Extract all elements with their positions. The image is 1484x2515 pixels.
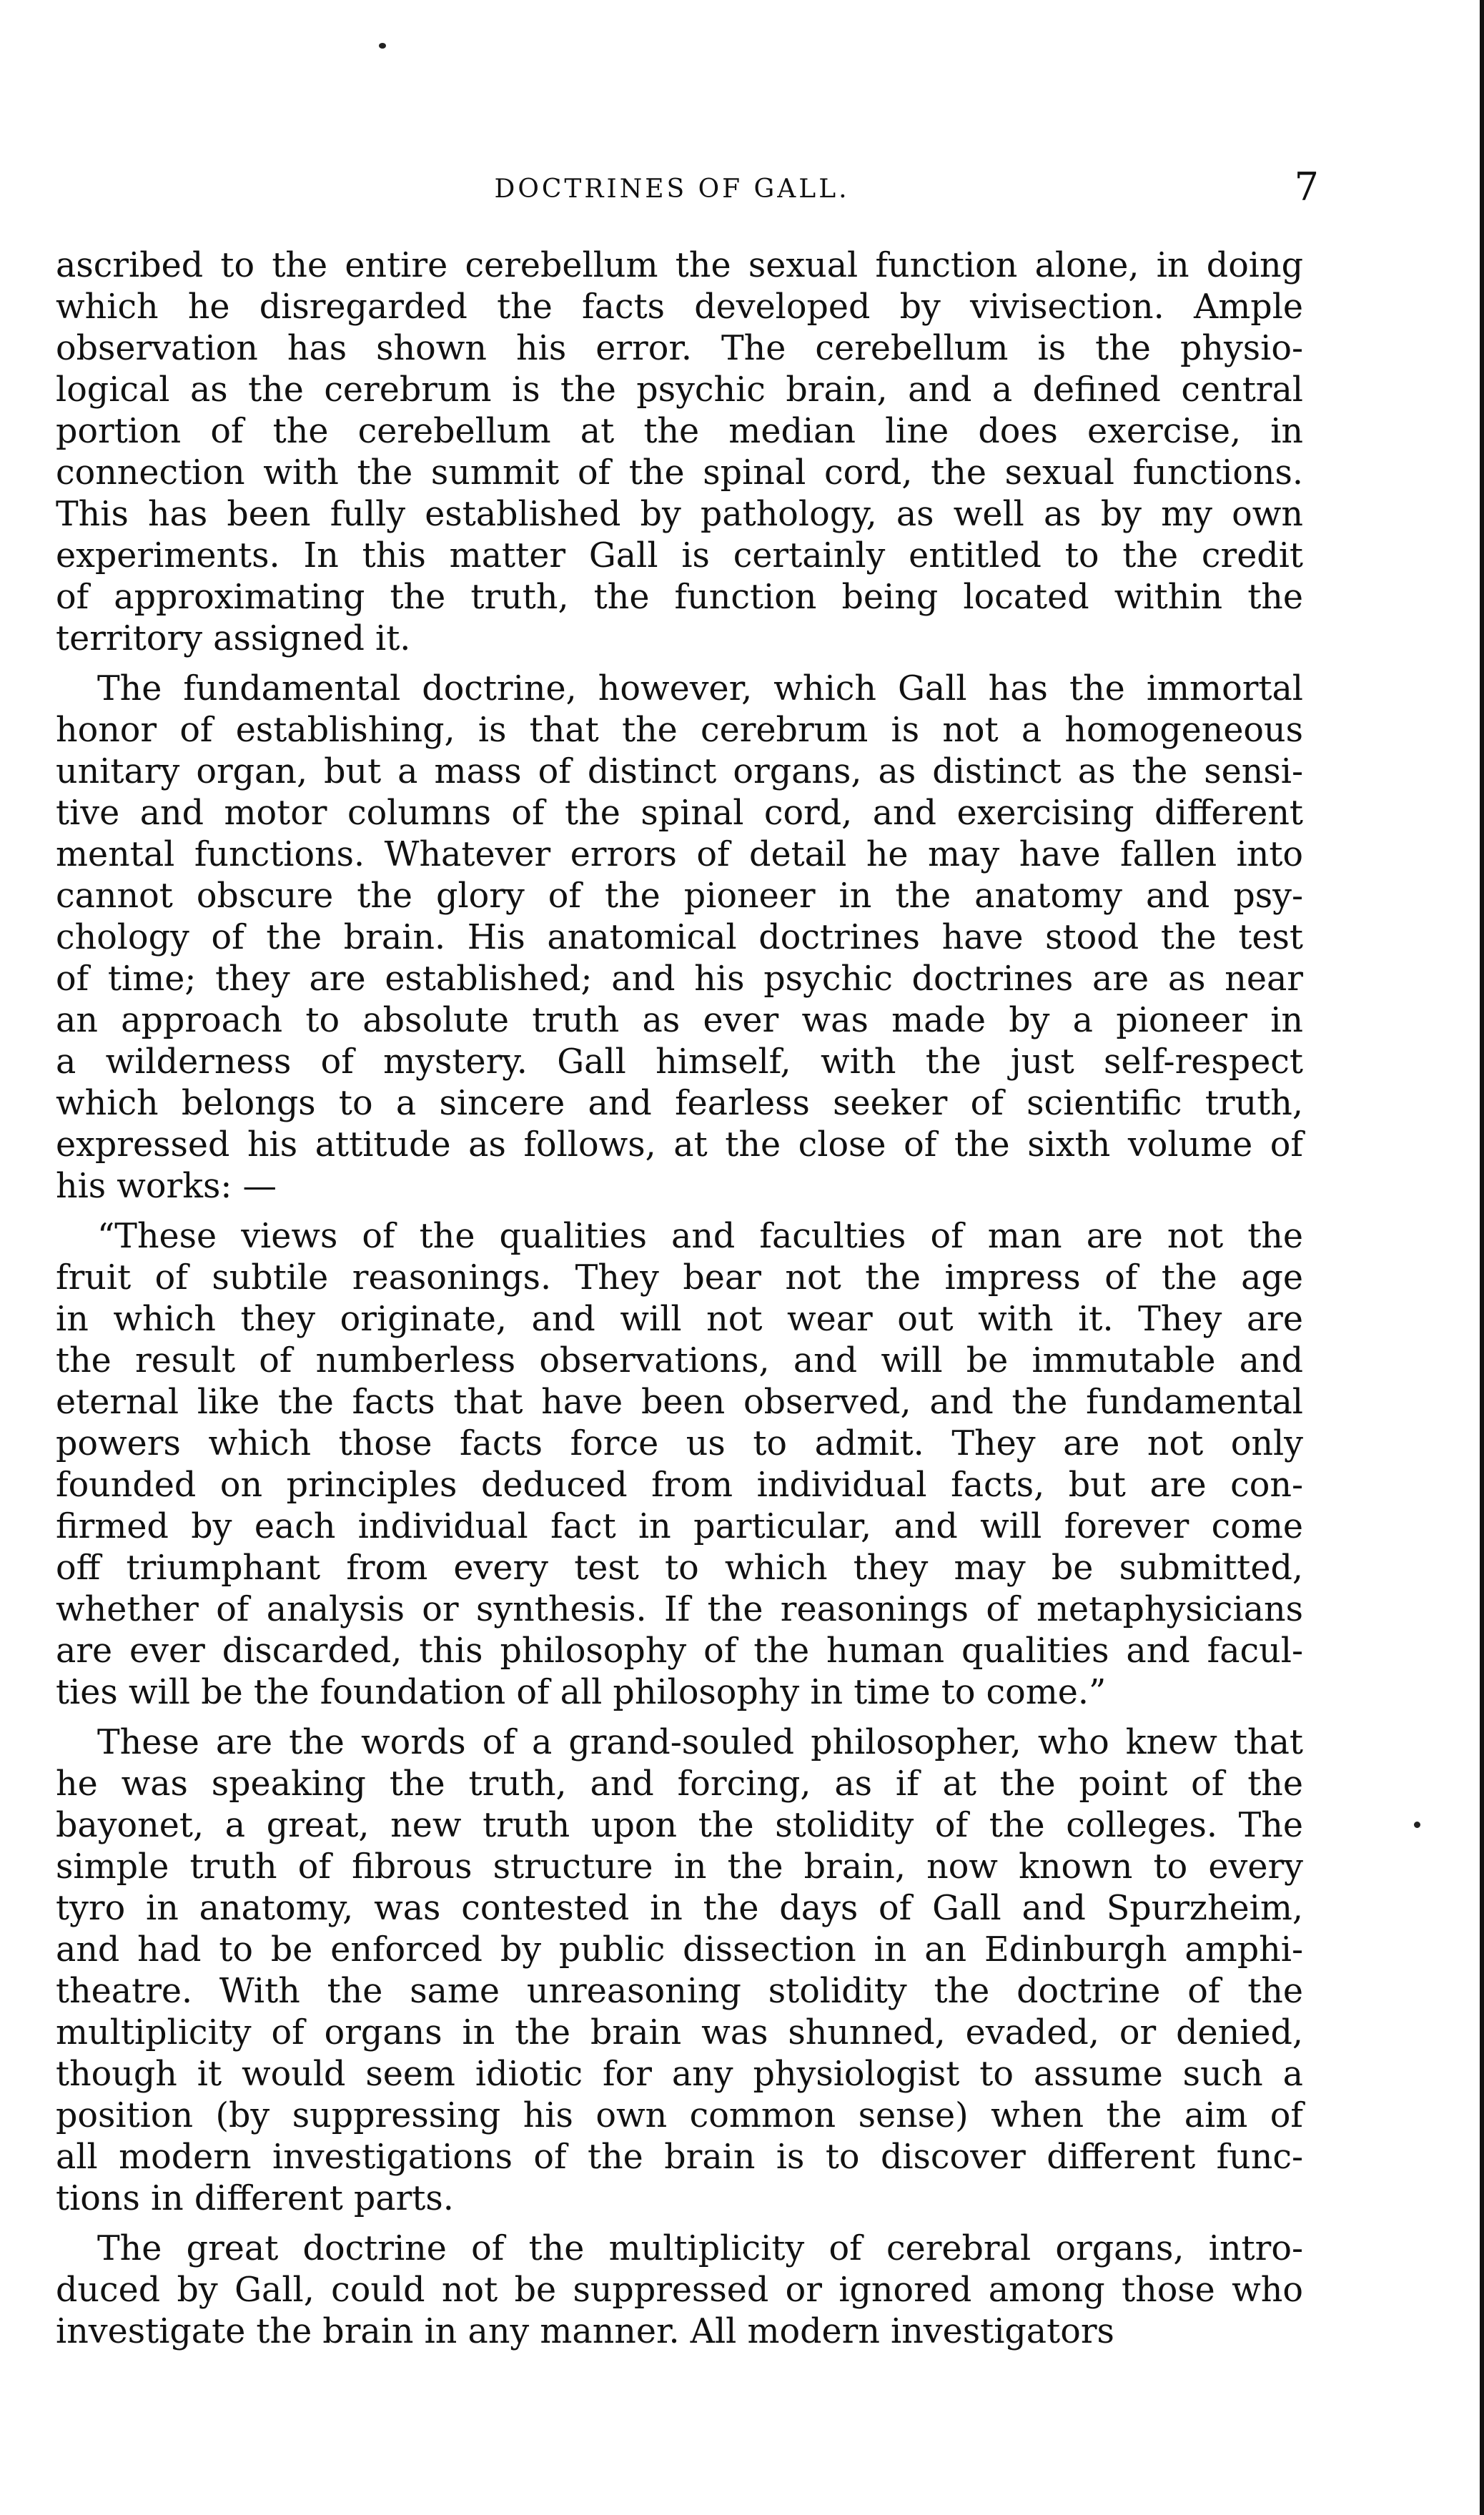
text-line: though it would seem idiotic for any physiologist to assume such a (56, 2055, 1303, 2094)
text-line: cannot obscure the glory of the pioneer in the anatomy and psy- (56, 876, 1303, 916)
text-line: portion of the cerebellum at the median line does exercise, in (56, 412, 1303, 451)
text-line: which belongs to a sincere and fearless seeker of scientific truth, (56, 1084, 1303, 1123)
paragraph (56, 1722, 1303, 2220)
paragraph-gap (56, 2220, 1303, 2228)
text-line: These are the words of a grand-souled philosopher, who knew that (97, 1723, 1303, 1762)
text-line: connection with the summit of the spinal cord, the sexual functions. (56, 453, 1303, 493)
text-line: eternal like the facts that have been observed, and the fundamental (56, 1383, 1303, 1422)
text-line: whether of analysis or synthesis. If the reasonings of metaphysicians (56, 1590, 1303, 1629)
text-line: tive and motor columns of the spinal cord, and exercising different (56, 794, 1303, 833)
text-line: observation has shown his error. The cerebellum is the physio- (56, 329, 1303, 368)
paragraph-gap (56, 1714, 1303, 1722)
text-line: theatre. With the same unreasoning stolidity the doctrine of the (56, 1972, 1303, 2011)
text-line: tions in different parts. (56, 2179, 454, 2218)
text-line: honor of establishing, is that the cerebrum is not a homogeneous (56, 711, 1303, 750)
text-line: experiments. In this matter Gall is certainly entitled to the credit (56, 536, 1303, 575)
text-line: in which they originate, and will not wear out with it. They are (56, 1300, 1303, 1339)
page-number: 7 (1294, 164, 1319, 209)
text-line: tyro in anatomy, was contested in the days of Gall and Spurzheim, (56, 1889, 1303, 1928)
text-line: “These views of the qualities and faculties of man are not the (97, 1217, 1303, 1256)
text-line: firmed by each individual fact in particular, and will forever come (56, 1507, 1303, 1546)
text-line: chology of the brain. His anatomical doctrines have stood the test (56, 918, 1303, 957)
text-line: fruit of subtile reasonings. They bear not the impress of the age (56, 1258, 1303, 1298)
text-line: simple truth of fibrous structure in the brain, now known to every (56, 1847, 1303, 1887)
text-line: mental functions. Whatever errors of detail he may have fallen into (56, 835, 1303, 874)
text-line: his works: — (56, 1167, 277, 1206)
paragraph (56, 1216, 1303, 1714)
text-line: all modern investigations of the brain is to discover different func- (56, 2138, 1303, 2177)
text-line: are ever discarded, this philosophy of the human qualities and facul- (56, 1631, 1303, 1671)
text-line: which he disregarded the facts developed by vivisection. Ample (56, 287, 1303, 327)
paragraph (56, 668, 1303, 1207)
text-line: of time; they are established; and his psychic doctrines are as near (56, 959, 1303, 999)
text-line: expressed his attitude as follows, at the close of the sixth volume of (56, 1125, 1303, 1165)
text-line: an approach to absolute truth as ever was made by a pioneer in (56, 1001, 1303, 1040)
text-line: off triumphant from every test to which they may be submitted, (56, 1548, 1303, 1588)
ink-speck (379, 43, 386, 49)
running-head (0, 164, 1484, 207)
text-line: This has been fully established by pathology, as well as by my own (56, 495, 1303, 534)
text-line: a wilderness of mystery. Gall himself, with the just self-respect (56, 1042, 1303, 1082)
paragraph (56, 245, 1303, 660)
paragraph-gap (56, 660, 1303, 668)
text-line: unitary organ, but a mass of distinct organs, as distinct as the sensi- (56, 752, 1303, 791)
text-line: multiplicity of organs in the brain was shunned, evaded, or denied, (56, 2013, 1303, 2052)
text-line: the result of numberless observations, and will be immutable and (56, 1341, 1303, 1380)
page-edge (1480, 0, 1484, 2515)
text-line: and had to be enforced by public dissection in an Edinburgh amphi- (56, 1930, 1303, 1970)
running-title: DOCTRINES OF GALL. (494, 174, 850, 204)
text-line: The great doctrine of the multiplicity of cerebral organs, intro- (97, 2229, 1303, 2268)
body-text (56, 245, 1303, 2353)
paragraph-gap (56, 1207, 1303, 1216)
text-line: ties will be the foundation of all philosophy in time to come.” (56, 1673, 1107, 1712)
text-line: ascribed to the entire cerebellum the sexual function alone, in doing (56, 246, 1303, 285)
text-line: of approximating the truth, the function being located within the (56, 578, 1303, 617)
text-line: position (by suppressing his own common sense) when the aim of (56, 2096, 1303, 2135)
text-line: logical as the cerebrum is the psychic brain, and a defined central (56, 370, 1303, 410)
text-line: powers which those facts force us to admit. They are not only (56, 1424, 1303, 1463)
text-line: The fundamental doctrine, however, which Gall has the immortal (97, 669, 1303, 708)
ink-speck (1414, 1822, 1420, 1828)
text-line: he was speaking the truth, and forcing, as if at the point of the (56, 1764, 1303, 1804)
text-line: bayonet, a great, new truth upon the stolidity of the colleges. The (56, 1806, 1303, 1845)
paragraph (56, 2228, 1303, 2353)
text-line: investigate the brain in any manner. All modern investigators (56, 2312, 1114, 2351)
text-line: founded on principles deduced from individual facts, but are con- (56, 1466, 1303, 1505)
text-line: duced by Gall, could not be suppressed or ignored among those who (56, 2271, 1303, 2310)
text-line: territory assigned it. (56, 619, 411, 658)
